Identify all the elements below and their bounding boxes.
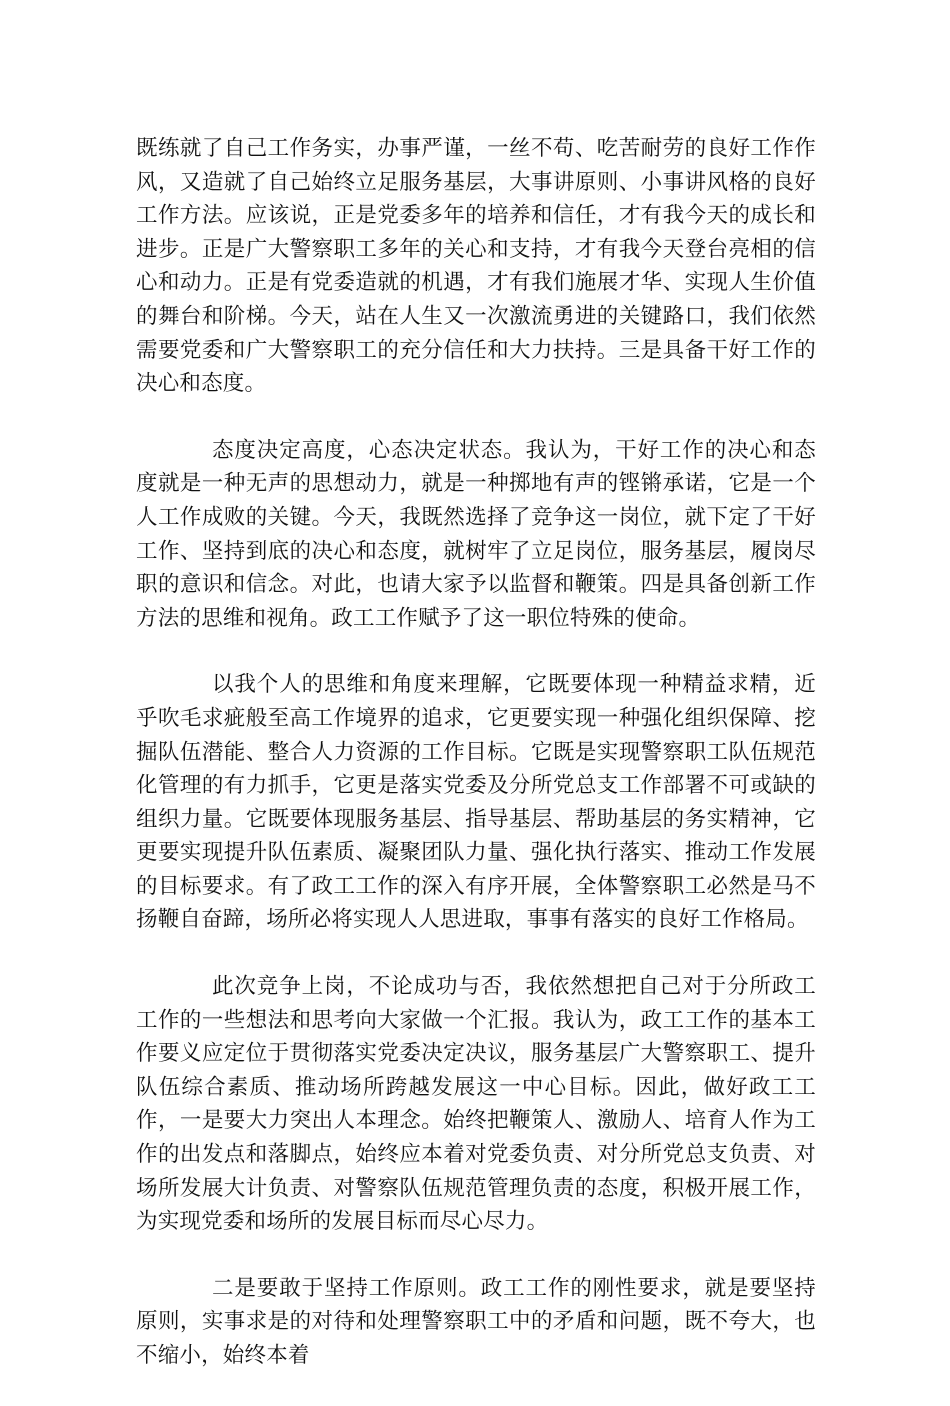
paragraph-1: 既练就了自己工作务实，办事严谨，一丝不苟、吃苦耐劳的良好工作作风，又造就了自己始终立足服务基层，大事讲原则、小事讲风格的良好工作方法。应该说，正是党委多年的培养和信任，才有我今天的成长和进步。正是广大警察职工多年的关心和支持，才有我今天登台亮相的信心和动力。正是有党委造就的机遇，才有我们施展才华、实现人生价值的舞台和阶梯。今天，站在人生又一次激流勇进的关键路口，我们依然需要党委和广大警察职工的充分信任和大力扶持。三是具备干好工作的决心和态度。: [136, 136, 816, 397]
paragraph-3: 以我个人的思维和角度来理解，它既要体现一种精益求精，近乎吹毛求疵般至高工作境界的追求，它更要实现一种强化组织保障、挖掘队伍潜能、整合人力资源的工作目标。它既是实现警察职工队伍规范化管理的有力抓手，它更是落实党委及分所党总支工作部署不可或缺的组织力量。它既要体现服务基层、指导基层、帮助基层的务实精神，它更要实现提升队伍素质、凝聚团队力量、强化执行落实、推动工作发展的目标要求。有了政工工作的深入有序开展，全体警察职工必然是马不扬鞭自奋蹄，场所必将实现人人思进取，事事有落实的良好工作格局。: [136, 672, 816, 933]
paragraph-5: 二是要敢于坚持工作原则。政工工作的刚性要求，就是要坚持原则，实事求是的对待和处理警察职工中的矛盾和问题，既不夸大，也不缩小，始终本着: [136, 1275, 816, 1368]
paragraph-4: 此次竞争上岗，不论成功与否，我依然想把自己对于分所政工工作的一些想法和思考向大家做一个汇报。我认为，政工工作的基本工作要义应定位于贯彻落实党委决定决议，服务基层广大警察职工、提升队伍综合素质、推动场所跨越发展这一中心目标。因此，做好政工工作，一是要大力突出人本理念。始终把鞭策人、激励人、培育人作为工作的出发点和落脚点，始终应本着对党委负责、对分所党总支负责、对场所发展大计负责、对警察队伍规范管理负责的态度，积极开展工作，为实现党委和场所的发展目标而尽心尽力。: [136, 974, 816, 1235]
document-body: [136, 132, 816, 1406]
paragraph-2: 态度决定高度，心态决定状态。我认为，干好工作的决心和态度就是一种无声的思想动力，就是一种掷地有声的铿锵承诺，它是一个人工作成败的关键。今天，我既然选择了竞争这一岗位，就下定了干好工作、坚持到底的决心和态度，就树牢了立足岗位，服务基层，履岗尽职的意识和信念。对此，也请大家予以监督和鞭策。四是具备创新工作方法的思维和视角。政工工作赋予了这一职位特殊的使命。: [136, 437, 816, 631]
